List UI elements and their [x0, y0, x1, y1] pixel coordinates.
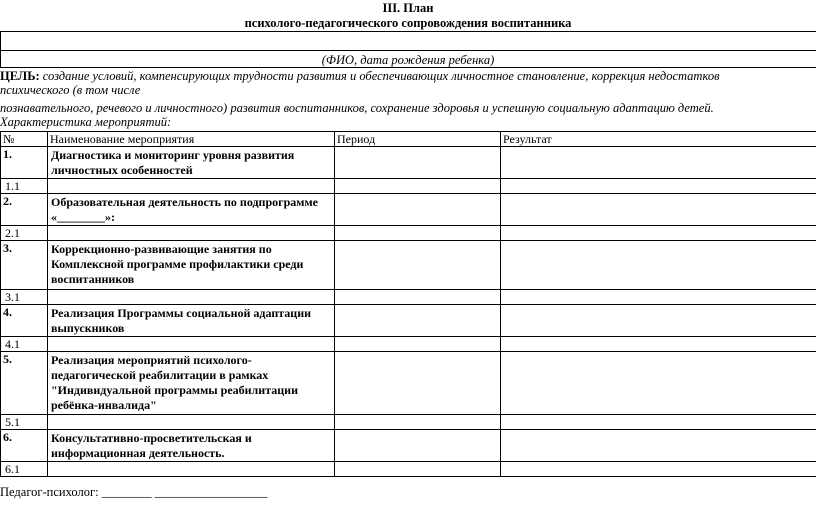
table-row-6: [1, 430, 816, 462]
row-period-cell[interactable]: [335, 241, 501, 290]
subrow-name-cell[interactable]: [48, 462, 335, 477]
table-row-4: [1, 305, 816, 337]
fio-input-line[interactable]: [0, 50, 816, 51]
row-period-cell[interactable]: [335, 194, 501, 226]
subrow-period-cell[interactable]: [335, 337, 501, 352]
row-number: 3.: [1, 241, 48, 290]
subrow-period-cell[interactable]: [335, 179, 501, 194]
row-activity-name: Коррекционно-развивающие занятия по Комплексной программе профилактики среди воспитанников: [48, 241, 335, 290]
table-subrow-3-1: [1, 290, 816, 305]
plan-table: [0, 131, 816, 477]
row-result-cell[interactable]: [501, 241, 816, 290]
table-subrow-1-1: [1, 179, 816, 194]
row-period-cell[interactable]: [335, 352, 501, 415]
goal-label: ЦЕЛЬ:: [0, 69, 40, 83]
subrow-number: 6.1: [1, 462, 48, 477]
goal-text-1: создание условий, компенсирующих трудности развития и обеспечивающих личностное становление, коррекция недостатков: [39, 69, 720, 83]
events-heading: Характеристика мероприятий:: [0, 115, 172, 129]
row-result-cell[interactable]: [501, 305, 816, 337]
subrow-name-cell[interactable]: [48, 415, 335, 430]
col-header-period: Период: [335, 132, 501, 147]
subrow-period-cell[interactable]: [335, 290, 501, 305]
psychologist-signature: Педагог-психолог: ________ __________________: [0, 485, 268, 499]
row-activity-name: Образовательная деятельность по подпрограмме «________»:: [48, 194, 335, 226]
subrow-number: 4.1: [1, 337, 48, 352]
row-period-cell[interactable]: [335, 147, 501, 179]
goal-line-2: психического (в том числе: [0, 83, 141, 97]
col-header-name: Наименование мероприятия: [48, 132, 335, 147]
subrow-result-cell[interactable]: [501, 290, 816, 305]
goal-line-3: познавательного, речевого и личностного) развития воспитанников, сохранение здоровья и успешную социальную адаптацию детей.: [0, 101, 714, 115]
row-result-cell[interactable]: [501, 430, 816, 462]
row-number: 2.: [1, 194, 48, 226]
row-result-cell[interactable]: [501, 147, 816, 179]
subrow-result-cell[interactable]: [501, 462, 816, 477]
col-header-number: №: [1, 132, 48, 147]
goal-line-1: [0, 69, 816, 83]
row-result-cell[interactable]: [501, 194, 816, 226]
subrow-period-cell[interactable]: [335, 462, 501, 477]
subrow-number: 5.1: [1, 415, 48, 430]
row-number: 1.: [1, 147, 48, 179]
table-row-2: [1, 194, 816, 226]
row-result-cell[interactable]: [501, 352, 816, 415]
subrow-period-cell[interactable]: [335, 415, 501, 430]
subrow-result-cell[interactable]: [501, 179, 816, 194]
subrow-number: 3.1: [1, 290, 48, 305]
table-subrow-4-1: [1, 337, 816, 352]
col-header-result: Результат: [501, 132, 816, 147]
table-subrow-2-1: [1, 226, 816, 241]
fio-bottom-rule: [0, 67, 816, 68]
subrow-result-cell[interactable]: [501, 337, 816, 352]
subrow-name-cell[interactable]: [48, 226, 335, 241]
row-number: 4.: [1, 305, 48, 337]
row-activity-name: Реализация мероприятий психолого-педагогической реабилитации в рамках "Индивидуальной программы реабилитации ребёнка-инвалида": [48, 352, 335, 415]
row-number: 5.: [1, 352, 48, 415]
subrow-result-cell[interactable]: [501, 226, 816, 241]
subrow-number: 2.1: [1, 226, 48, 241]
row-period-cell[interactable]: [335, 305, 501, 337]
table-row-5: [1, 352, 816, 415]
row-period-cell[interactable]: [335, 430, 501, 462]
subrow-period-cell[interactable]: [335, 226, 501, 241]
table-subrow-5-1: [1, 415, 816, 430]
subrow-name-cell[interactable]: [48, 179, 335, 194]
plan-subtitle: психолого-педагогического сопровождения воспитанника: [244, 16, 572, 30]
row-number: 6.: [1, 430, 48, 462]
fio-caption: (ФИО, дата рождения ребенка): [321, 53, 495, 67]
row-activity-name: Реализация Программы социальной адаптации выпускников: [48, 305, 335, 337]
table-row-3: [1, 241, 816, 290]
subrow-number: 1.1: [1, 179, 48, 194]
subrow-result-cell[interactable]: [501, 415, 816, 430]
row-activity-name: Консультативно-просветительская и информационная деятельность.: [48, 430, 335, 462]
fio-top-rule: [0, 31, 816, 32]
plan-title: III. План: [382, 1, 434, 15]
table-header-row: [1, 132, 816, 147]
row-activity-name: Диагностика и мониторинг уровня развития личностных особенностей: [48, 147, 335, 179]
table-row-1: [1, 147, 816, 179]
table-subrow-6-1: [1, 462, 816, 477]
subrow-name-cell[interactable]: [48, 290, 335, 305]
subrow-name-cell[interactable]: [48, 337, 335, 352]
